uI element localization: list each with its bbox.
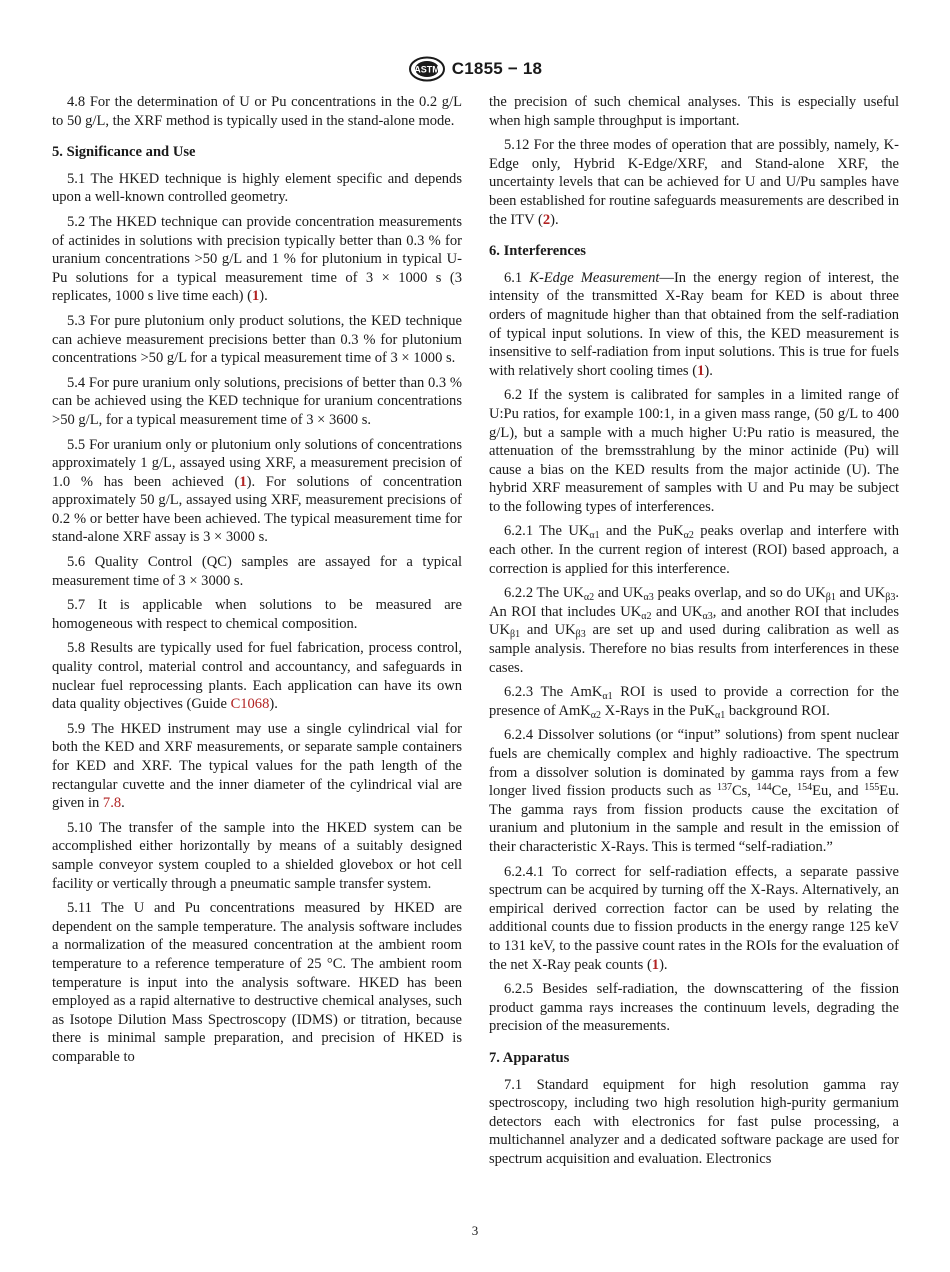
para-5-2: 5.2 The HKED technique can provide concentration measurements of actinides in solutions with precision typically better than 0.3 % for uranium concentrations >50 g/L and 1 % for plutonium in typical U-Pu solutions for a typical measurement time of 3 × 1000 s (3 replicates, 1000 s live time each) (1).	[52, 213, 462, 305]
reference-link[interactable]: 2	[542, 211, 551, 228]
para-5-5: 5.5 For uranium only or plutonium only solutions of concentrations approximately 1 g/L, assayed using XRF, a measurement precision of 1.0 % has been achieved (1). For solutions of concentration approximately 50 g/L, assayed using XRF, measurement precisions of 0.2 % or better have been achieved. The typical measurement time for stand-alone XRF assay is 3 × 3000 s.	[52, 436, 462, 546]
page-number: 3	[471, 1223, 479, 1238]
section-link[interactable]: 7.8	[102, 795, 122, 812]
reference-link[interactable]: 1	[239, 473, 247, 490]
para-6-2-4-1: 6.2.4.1 To correct for self-radiation effects, a separate passive spectrum can be acquired by turning off the X-Rays. Alternatively, an empirical derived correction factor can be used by relating the additional counts due to fission products in the energy range 125 keV to 131 keV, to the passive count rates in the ROIs for the evaluation of the net X-Ray peak counts (1).	[489, 863, 899, 973]
section-heading-6: 6. Interferences	[489, 243, 586, 260]
logo-text: ASTM	[414, 64, 440, 75]
para-6-2-3: 6.2.3 The AmK$_{\alpha 1}$ ROI is used to provide a correction for the presence of AmK$_{\alpha 2}$ X-Rays in the PuK$_{\alpha 1}$ background ROI.	[489, 684, 899, 721]
astm-logo-icon	[408, 56, 446, 82]
para-7-1: 7.1 Standard equipment for high resolution gamma ray spectroscopy, including two high resolution high-purity germanium detectors each with electronics for fast pulse processing, a multichannel analyzer and a dedicated software package are used for spectrum acquisition and evaluation. Electronics	[489, 1076, 899, 1167]
reference-link[interactable]: 1	[697, 362, 705, 379]
guide-link[interactable]: C1068	[230, 696, 270, 713]
para-5-11: 5.11 The U and Pu concentrations measured by HKED are dependent on the sample temperature. The analysis software includes a normalization of the measured concentration at the ambient room temperature to a reference temperature of 25 °C. The ambient room temperature is input into the analysis software. HKED has been employed as a rapid alternative to destructive chemical analyses, such as Isotope Dilution Mass Spectroscopy (IDMS) or titration, because there is minimal sample preparation, and precision of HKED is comparable to	[52, 900, 462, 1065]
left-column	[52, 93, 462, 1067]
para-6-2-5: 6.2.5 Besides self-radiation, the downscattering of the fission product gamma rays increases the continuum levels, degrading the precision of the measurements.	[489, 981, 899, 1035]
document-designation: C1855 − 18	[451, 59, 543, 78]
para-5-12: 5.12 For the three modes of operation that are possibly, namely, K-Edge only, Hybrid K-Edge/XRF, and Stand-alone XRF, the uncertainty levels that can be achieved for U and U/Pu samples have been established for routine safeguards measurements are described in the ITV (2).	[489, 137, 899, 228]
para-5-6: 5.6 Quality Control (QC) samples are assayed for a typical measurement time of 3 × 3000 s.	[52, 554, 462, 589]
para-5-1: 5.1 The HKED technique is highly element specific and depends upon a well-known controlled geometry.	[52, 170, 462, 206]
para-5-8: 5.8 Results are typically used for fuel fabrication, process control, quality control, material control and accountancy, and safeguards in nuclear fuel reprocessing plants. Each application can have its own data quality objectives (Guide C1068).	[52, 640, 462, 713]
para-5-10: 5.10 The transfer of the sample into the HKED system can be accomplished either horizontally by means of a suitably designed sample conveyor system coupled to a shielded glovebox or hot cell facility or vertically through a pneumatic sample transfer system.	[52, 819, 462, 892]
reference-link[interactable]: 1	[651, 956, 660, 973]
right-column	[489, 93, 899, 1168]
section-heading-5: 5. Significance and Use	[52, 144, 196, 161]
para-5-9: 5.9 The HKED instrument may use a single cylindrical vial for both the KED and XRF measurements, or separate sample containers for KED and XRF. The typical values for the path length of the rectangular cuvette and the inner diameter of the cylindrical vial are given in 7.8.	[52, 720, 462, 812]
para-6-1: 6.1 K-Edge Measurement—In the energy region of interest, the intensity of the transmitted X-Ray beam for KED is about three orders of magnitude higher than that obtained from the self-radiation of typical input solutions. In view of this, the KED measurement is insensitive to self-radiation from input solutions. This is true for fuels with relatively short cooling times (1).	[489, 269, 899, 379]
para-6-2-4: 6.2.4 Dissolver solutions (or “input” solutions) from spent nuclear fuels are chemically complex and highly radioactive. The spectrum from a dissolver solution is dominated by gamma rays from a few longer lived fission products such as $^{137}$Cs, $^{144}$Ce, $^{154}$Eu, and $^{155}$Eu. The gamma rays from fission products cause the excitation of uranium and plutonium in the sample and result in the emission of their characteristic X-Rays. This is termed “self-radiation.”	[489, 727, 900, 855]
para-6-2-2: 6.2.2 The $UK_{\alpha 2}$ and $UK_{\alpha 3}$ peaks overlap, and so do $UK_{\beta 1}$ and $UK_{\beta 3}$. An ROI that includes $UK_{\alpha 2}$ and $UK_{\alpha 3}$, and another ROI that includes $UK_{\beta 1}$ and $UK_{\beta 3}$ are set up and used during calibration as well as sample analysis. Therefore no bias results from interferences in these cases.	[489, 585, 899, 676]
para-5-4: 5.4 For pure uranium only solutions, precisions of better than 0.3 % can be achieved using the KED technique for uranium concentrations >50 g/L, for a typical measurement time of 3 × 3600 s.	[52, 374, 462, 428]
para-6-2-1: 6.2.1 The $UK_{\alpha 1}$ and the PuK$_{\alpha 2}$ peaks overlap and interfere with each other. In the current region of interest (ROI) based approach, a correction is applied for this interference.	[489, 523, 899, 577]
para-4-8: 4.8 For the determination of U or Pu concentrations in the 0.2 g/L to 50 g/L, the XRF method is typically used in the stand-alone mode.	[52, 94, 462, 129]
para-6-2: 6.2 If the system is calibrated for samples in a limited range of U:Pu ratios, for example 100:1, in a given mass range, (50 g/L to 400 g/L), but a sample with a much higher U:Pu ratio is measured, the attenuation of the bremsstrahlung by the minor actinide (Pu) will cause a bias on the KED results from the major actinide (U). The hybrid XRF measurement of samples with U and Pu may be subject to the following types of interferences.	[489, 387, 899, 515]
page-header	[0, 56, 950, 82]
para-5-3: 5.3 For pure plutonium only product solutions, the KED technique can achieve measurement precisions better than 0.3 % for plutonium concentrations >50 g/L for a typical measurement time of 3 × 1000 s.	[52, 312, 462, 367]
reference-link[interactable]: 1	[251, 288, 260, 305]
section-heading-7: 7. Apparatus	[489, 1049, 570, 1066]
para-5-11-continued: the precision of such chemical analyses. This is especially useful when high sample throughput is important.	[489, 94, 899, 129]
para-5-7: 5.7 It is applicable when solutions to be measured are homogeneous with respect to chemical composition.	[52, 597, 462, 632]
